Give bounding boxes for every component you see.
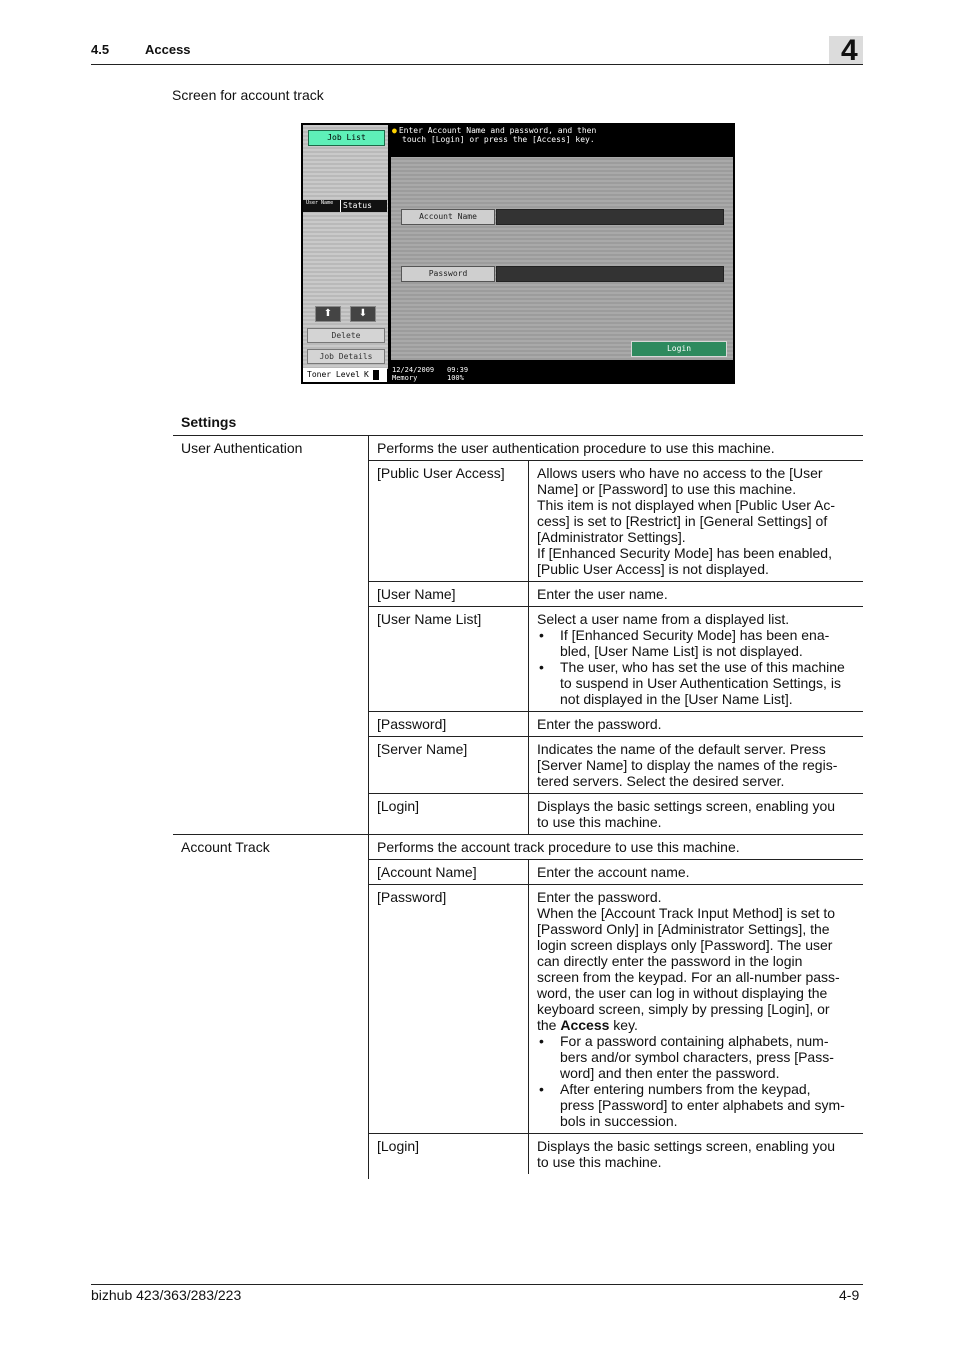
group-description: Performs the account track procedure to use this machine. [369,835,863,860]
value-line: This item is not displayed when [Public User Ac- [537,497,836,513]
bullet-item [537,627,855,659]
group-description: Performs the user authentication procedure to use this machine. [369,436,863,461]
bullet-line: not displayed in the [User Name List]. [560,691,793,707]
value-line: Enter the password. [537,889,662,905]
value-line: Enter the account name. [537,864,690,880]
setting-key: [Login] [369,794,529,834]
bullet-line: • After entering numbers from the keypad, [560,1081,811,1097]
bullet-item [537,1033,855,1081]
page-number: 4-9 [839,1287,860,1303]
table-row [369,737,863,794]
table-row [369,461,863,582]
message-line-2: touch [Login] or press the [Access] key. [402,135,595,144]
text-prefix: the [537,1017,561,1033]
lightbulb-icon: ● [392,126,397,135]
footer-rule [91,1284,863,1285]
value-line: keyboard screen, simply by pressing [Login], or [537,1001,830,1017]
toner-label: Toner Level [307,370,360,379]
value-line: login screen displays only [Password]. The user [537,937,833,953]
setting-key: [Account Name] [369,860,529,884]
account-name-field[interactable] [496,209,724,225]
chapter-number: 4 [841,34,858,67]
value-line: Enter the password. [537,716,662,732]
settings-group [173,436,863,835]
bullet-list [537,627,855,707]
table-row [369,607,863,712]
job-list-button[interactable]: Job List [308,130,385,146]
value-line: Indicates the name of the default server. Press [537,741,826,757]
scroll-down-button[interactable]: ⬇ [350,306,376,322]
value-line: screen from the keypad. For an all-number pass- [537,969,840,985]
user-name-label: User Name [306,200,334,206]
setting-value [529,737,863,793]
device-screen [301,123,735,384]
value-line: cess] is set to [Restrict] in [General Settings] of [537,513,828,529]
value-line: can directly enter the password in the login [537,953,803,969]
value-line: When the [Account Track Input Method] is set to [537,905,836,921]
bullet-line: • For a password containing alphabets, num- [560,1033,829,1049]
value-line: word, the user can log in without displaying the [537,985,828,1001]
instruction-message [392,126,732,154]
setting-key: [User Name] [369,582,529,606]
toner-color: K [364,370,369,379]
value-line: Enter the user name. [537,586,668,602]
table-row [369,582,863,607]
setting-value [529,607,863,711]
group-label: Account Track [181,839,270,855]
delete-button[interactable]: Delete [307,328,385,343]
value-line: Displays the basic settings screen, enabling you [537,798,836,814]
bullet-item [537,1081,855,1129]
settings-heading: Settings [181,414,237,430]
login-panel [391,157,733,360]
date: 12/24/2009 [392,366,435,374]
setting-key: [User Name List] [369,607,529,711]
status-label: Status [340,200,372,212]
group-label: User Authentication [181,440,303,456]
section-title: Access [145,42,191,57]
value-line: Name] or [Password] to use this machine. [537,481,797,497]
user-status-bar [303,200,387,212]
setting-key: [Password] [369,712,529,736]
bullet-line: • If [Enhanced Security Mode] has been ena- [560,627,830,643]
time: 09:39 [447,366,469,374]
bullet-line: bled, [User Name List] is not displayed. [560,643,803,659]
bullet-line: bers and/or symbol characters, press [Pass- [560,1049,834,1065]
table-row [369,712,863,737]
text-suffix: key. [609,1017,638,1033]
value-line: [Administrator Settings]. [537,529,686,545]
toner-level [303,368,387,382]
setting-value [529,582,863,606]
job-details-button[interactable]: Job Details [307,349,385,364]
value-line: Allows users who have no access to the [User [537,465,823,481]
value-line: to use this machine. [537,814,662,830]
bullet-line: bols in succession. [560,1113,678,1129]
date-time-memory [392,366,468,382]
bullet-list [537,1033,855,1129]
message-line-1: Enter Account Name and password, and then [398,126,597,135]
setting-value [529,794,863,834]
setting-key: [Server Name] [369,737,529,793]
setting-value [529,712,863,736]
password-button[interactable]: Password [401,266,495,282]
value-line: to use this machine. [537,1154,662,1170]
bullet-line: to suspend in User Authentication Settings, is [560,675,841,691]
setting-key: [Public User Access] [369,461,529,581]
value-line: [Public User Access] is not displayed. [537,561,769,577]
figure-caption: Screen for account track [172,87,324,103]
table-row [369,794,863,834]
setting-value [529,860,863,884]
setting-key: [Password] [369,885,529,1133]
bullet-line: press [Password] to enter alphabets and sym- [560,1097,845,1113]
setting-value [529,1134,863,1174]
value-line: [Server Name] to display the names of the regis- [537,757,838,773]
memory-label: Memory [392,374,418,382]
memory-value: 100% [447,374,464,382]
password-field[interactable] [496,266,724,282]
setting-value [529,885,863,1133]
settings-table [173,435,863,1179]
bullet-line: word] and then enter the password. [560,1065,780,1081]
login-button[interactable]: Login [631,341,727,357]
table-row [369,885,863,1134]
value-line: tered servers. Select the desired server. [537,773,785,789]
value-line: [Password Only] in [Administrator Settings], the [537,921,830,937]
scroll-up-button[interactable]: ⬆ [315,306,341,322]
value-line: If [Enhanced Security Mode] has been enabled, [537,545,832,561]
value-line [537,1017,855,1033]
footer-model: bizhub 423/363/283/223 [91,1287,242,1303]
account-name-button[interactable]: Account Name [401,209,495,225]
bullet-item [537,659,855,707]
bullet-line: • The user, who has set the use of this machine [560,659,845,675]
section-number: 4.5 [91,42,110,57]
access-key-name: Access [560,1017,610,1033]
left-panel [303,125,388,369]
settings-group [173,835,863,1179]
header-rule [91,64,863,65]
value-line: Displays the basic settings screen, enabling you [537,1138,836,1154]
toner-bar [373,370,379,380]
value-line: Select a user name from a displayed list. [537,611,790,627]
table-row [369,1134,863,1179]
table-row [369,860,863,885]
setting-key: [Login] [369,1134,529,1174]
setting-value [529,461,863,581]
